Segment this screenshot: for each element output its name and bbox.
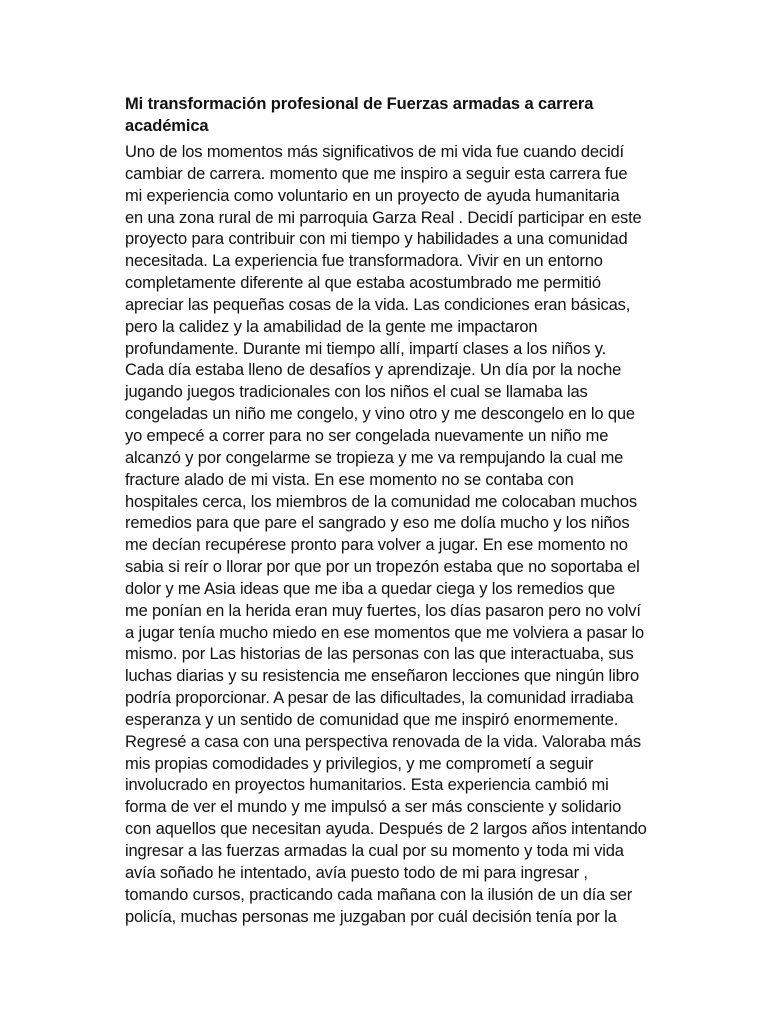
body-line: dolor y me Asia ideas que me iba a quedar ciega y los remedios que bbox=[125, 579, 615, 598]
body-line: apreciar las pequeñas cosas de la vida. Las condiciones eran básicas, bbox=[125, 295, 631, 314]
title-line: Mi transformación profesional de Fuerzas armadas a carrera bbox=[125, 95, 594, 113]
body-line: hospitales cerca, los miembros de la comunidad me colocaban muchos bbox=[125, 492, 637, 511]
body-line: avía soñado he intentado, avía puesto todo de mi para ingresar , bbox=[125, 863, 588, 882]
body-line: necesitada. La experiencia fue transformadora. Vivir en un entorno bbox=[125, 252, 603, 271]
body-line: Cada día estaba lleno de desafíos y aprendizaje. Un día por la noche bbox=[125, 361, 622, 380]
body-line: Uno de los momentos más significativos de mi vida fue cuando decidí bbox=[125, 143, 624, 161]
body-line: policía, muchas personas me juzgaban por cuál decisión tenía por la bbox=[125, 907, 617, 926]
body-line: congeladas un niño me congelo, y vino otro y me descongelo en lo que bbox=[125, 405, 635, 424]
body-line: me ponían en la herida eran muy fuertes, los días pasaron pero no volví bbox=[125, 601, 641, 620]
document-body bbox=[125, 142, 658, 928]
body-line: podría proporcionar. A pesar de las dificultades, la comunidad irradiaba bbox=[125, 689, 634, 708]
body-line: en una zona rural de mi parroquia Garza Real . Decidí participar en este bbox=[125, 208, 642, 227]
body-line: fracture alado de mi vista. En ese momento no se contaba con bbox=[125, 470, 574, 489]
body-line: proyecto para contribuir con mi tiempo y habilidades a una comunidad bbox=[125, 230, 628, 249]
body-line: a jugar tenía mucho miedo en ese momentos que me volviera a pasar lo bbox=[125, 623, 645, 642]
body-line: forma de ver el mundo y me impulsó a ser más consciente y solidario bbox=[125, 798, 622, 817]
body-line: mismo. por Las historias de las personas con las que interactuaba, sus bbox=[125, 645, 634, 664]
body-line: cambiar de carrera. momento que me inspiro a seguir esta carrera fue bbox=[125, 164, 628, 183]
title-line: académica bbox=[125, 117, 209, 135]
body-line: involucrado en proyectos humanitarios. Esta experiencia cambió mi bbox=[125, 776, 609, 795]
body-line: luchas diarias y su resistencia me enseñaron lecciones que ningún libro bbox=[125, 667, 639, 686]
body-line: profundamente. Durante mi tiempo allí, impartí clases a los niños y. bbox=[125, 339, 607, 358]
body-line: completamente diferente al que estaba acostumbrado me permitió bbox=[125, 274, 601, 293]
body-line: me decían recupérese pronto para volver a jugar. En ese momento no bbox=[125, 536, 628, 555]
body-line: con aquellos que necesitan ayuda. Después de 2 largos años intentando bbox=[125, 820, 647, 839]
body-line: tomando cursos, practicando cada mañana con la ilusión de un día ser bbox=[125, 885, 633, 904]
body-line: alcanzó y por congelarme se tropieza y me va rempujando la cual me bbox=[125, 448, 624, 467]
body-line: sabia si reír o llorar por que por un tropezón estaba que no soportaba el bbox=[125, 558, 640, 577]
body-line: esperanza y un sentido de comunidad que me inspiró enormemente. bbox=[125, 710, 619, 729]
body-line: ingresar a las fuerzas armadas la cual por su momento y toda mi vida bbox=[125, 842, 624, 860]
document-title bbox=[125, 93, 658, 137]
body-line: mis propias comodidades y privilegios, y me comprometí a seguir bbox=[125, 754, 594, 773]
body-line: Regresé a casa con una perspectiva renovada de la vida. Valoraba más bbox=[125, 732, 641, 751]
body-line: mi experiencia como voluntario en un proyecto de ayuda humanitaria bbox=[125, 186, 620, 205]
body-line: jugando juegos tradicionales con los niños el cual se llamaba las bbox=[125, 383, 588, 402]
body-line: remedios para que pare el sangrado y eso me dolía mucho y los niños bbox=[125, 514, 630, 533]
body-line: pero la calidez y la amabilidad de la gente me impactaron bbox=[125, 317, 538, 336]
body-line: yo empecé a correr para no ser congelada nuevamente un niño me bbox=[125, 426, 609, 445]
